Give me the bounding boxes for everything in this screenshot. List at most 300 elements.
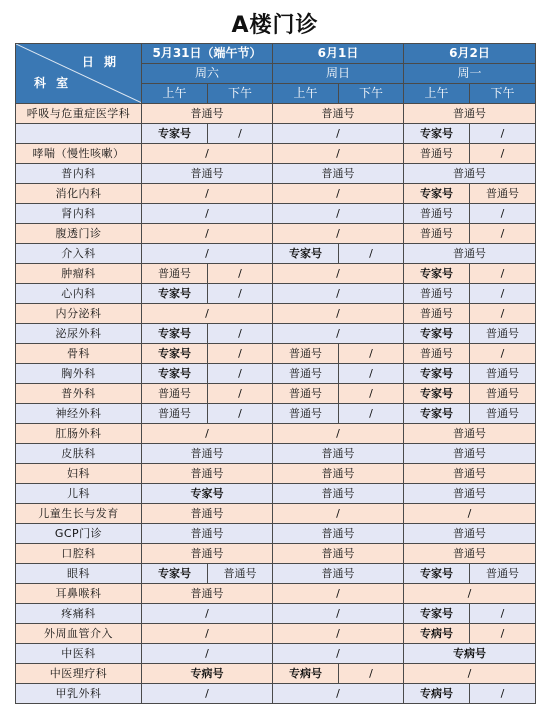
schedule-cell-text: 普通号 — [158, 387, 191, 400]
schedule-cell — [273, 684, 404, 704]
schedule-cell-text: / — [500, 147, 505, 160]
schedule-cell — [273, 304, 404, 324]
schedule-cell-text: / — [205, 227, 209, 240]
pm-header: 下午 — [208, 84, 273, 104]
schedule-cell — [404, 424, 536, 444]
schedule-cell-text: / — [205, 627, 209, 640]
schedule-cell-text: 专家号 — [158, 127, 191, 140]
schedule-cell — [208, 264, 273, 284]
schedule-cell — [273, 164, 404, 184]
schedule-cell — [142, 624, 273, 644]
schedule-cell — [470, 604, 536, 624]
schedule-cell-text: 专家号 — [420, 607, 454, 620]
schedule-cell — [470, 404, 536, 424]
schedule-cell — [470, 624, 536, 644]
schedule-cell-text: 普通号 — [453, 527, 487, 540]
schedule-cell — [273, 584, 404, 604]
schedule-cell-text: / — [467, 507, 472, 520]
schedule-cell-text: 专病号 — [190, 667, 224, 680]
schedule-cell — [404, 464, 536, 484]
schedule-cell-text: / — [336, 607, 340, 620]
schedule-cell-text: 普通号 — [190, 107, 224, 120]
schedule-cell — [273, 124, 404, 144]
schedule-cell-text: / — [336, 127, 340, 140]
schedule-cell — [404, 544, 536, 564]
schedule-body — [16, 104, 536, 704]
schedule-cell-text: / — [238, 287, 242, 300]
schedule-cell — [142, 204, 273, 224]
schedule-cell-text: / — [205, 187, 209, 200]
schedule-cell-text: 专家号 — [158, 367, 191, 380]
schedule-cell-text: / — [500, 627, 505, 640]
schedule-cell — [142, 444, 273, 464]
schedule-cell — [273, 264, 404, 284]
department-name: GCP门诊 — [16, 524, 142, 544]
schedule-cell — [208, 124, 273, 144]
schedule-cell — [142, 504, 273, 524]
schedule-cell — [273, 104, 404, 124]
schedule-cell — [273, 184, 404, 204]
schedule-cell — [142, 344, 208, 364]
schedule-cell — [142, 264, 208, 284]
schedule-cell — [142, 584, 273, 604]
table-row — [16, 104, 536, 124]
schedule-cell-text: 普通号 — [190, 527, 224, 540]
schedule-cell — [273, 244, 339, 264]
schedule-cell-text: 普通号 — [420, 287, 454, 300]
schedule-cell — [273, 484, 404, 504]
schedule-cell — [142, 144, 273, 164]
schedule-cell-text: 普通号 — [321, 567, 355, 580]
schedule-cell — [404, 264, 470, 284]
schedule-cell-text: 专病号 — [453, 647, 487, 660]
schedule-cell — [470, 344, 536, 364]
schedule-cell — [404, 684, 470, 704]
schedule-cell — [404, 304, 470, 324]
schedule-cell — [142, 604, 273, 624]
schedule-cell-text: 普通号 — [190, 467, 224, 480]
schedule-cell — [404, 164, 536, 184]
department-name: 内分泌科 — [16, 304, 142, 324]
table-row — [16, 164, 536, 184]
schedule-cell-text: / — [238, 127, 242, 140]
schedule-cell-text: 普通号 — [453, 487, 487, 500]
department-name: 妇科 — [16, 464, 142, 484]
schedule-cell — [470, 264, 536, 284]
schedule-cell — [273, 384, 339, 404]
schedule-cell — [404, 624, 470, 644]
schedule-cell — [404, 404, 470, 424]
schedule-cell-text: 专家号 — [158, 287, 191, 300]
department-name: 普内科 — [16, 164, 142, 184]
department-name: 耳鼻喉科 — [16, 584, 142, 604]
schedule-cell-text: 普通号 — [420, 347, 454, 360]
schedule-cell-text: / — [336, 627, 340, 640]
schedule-cell-text: 普通号 — [321, 167, 355, 180]
schedule-cell — [404, 444, 536, 464]
schedule-cell-text: 普通号 — [289, 347, 322, 360]
schedule-cell-text: 专家号 — [420, 387, 454, 400]
schedule-cell-text: 专病号 — [420, 687, 454, 700]
table-row — [16, 584, 536, 604]
schedule-cell-text: 专家号 — [420, 187, 454, 200]
schedule-cell — [273, 224, 404, 244]
table-row — [16, 664, 536, 684]
am-header: 上午 — [142, 84, 208, 104]
table-row — [16, 384, 536, 404]
schedule-cell — [470, 304, 536, 324]
schedule-cell — [339, 384, 404, 404]
schedule-cell — [142, 644, 273, 664]
schedule-cell-text: 专家号 — [190, 487, 224, 500]
schedule-cell-text: 专家号 — [420, 407, 454, 420]
schedule-cell-text: 专家号 — [158, 567, 191, 580]
schedule-cell-text: 普通号 — [190, 447, 224, 460]
schedule-cell — [273, 544, 404, 564]
schedule-cell — [273, 144, 404, 164]
date-axis-label: 日 期 — [81, 55, 119, 69]
schedule-cell — [404, 204, 470, 224]
schedule-cell — [142, 224, 273, 244]
schedule-cell — [273, 464, 404, 484]
schedule-cell — [404, 664, 536, 684]
department-name: 外周血管介入 — [16, 624, 142, 644]
table-row — [16, 644, 536, 664]
schedule-cell-text: / — [336, 687, 340, 700]
schedule-cell — [142, 424, 273, 444]
schedule-cell — [273, 664, 339, 684]
schedule-cell-text: / — [336, 227, 340, 240]
schedule-cell — [404, 564, 470, 584]
schedule-cell — [142, 484, 273, 504]
schedule-cell — [470, 364, 536, 384]
schedule-cell — [208, 384, 273, 404]
department-name: 骨科 — [16, 344, 142, 364]
weekday-header: 周一 — [404, 64, 536, 84]
schedule-cell-text: 普通号 — [190, 587, 224, 600]
department-name: 呼吸与危重症医学科 — [16, 104, 142, 124]
schedule-cell — [273, 284, 404, 304]
schedule-cell-text: / — [500, 127, 505, 140]
schedule-cell — [404, 524, 536, 544]
schedule-cell — [142, 524, 273, 544]
schedule-cell — [404, 504, 536, 524]
schedule-cell-text: 专病号 — [420, 627, 454, 640]
schedule-cell — [339, 364, 404, 384]
pm-header: 下午 — [470, 84, 536, 104]
schedule-cell — [208, 324, 273, 344]
schedule-cell-text: / — [336, 647, 340, 660]
weekday-header: 周六 — [142, 64, 273, 84]
schedule-cell-text: / — [369, 347, 373, 360]
schedule-cell-text: 普通号 — [453, 107, 487, 120]
schedule-cell-text: 普通号 — [321, 467, 355, 480]
schedule-cell — [142, 304, 273, 324]
schedule-cell — [470, 224, 536, 244]
schedule-cell-text: 专家号 — [420, 567, 454, 580]
schedule-cell — [470, 564, 536, 584]
table-row — [16, 444, 536, 464]
schedule-cell — [404, 244, 536, 264]
schedule-cell — [273, 404, 339, 424]
schedule-cell-text: 普通号 — [420, 227, 454, 240]
schedule-cell-text: / — [500, 607, 505, 620]
schedule-cell — [142, 324, 208, 344]
schedule-cell-text: / — [205, 607, 209, 620]
schedule-cell-text: / — [336, 587, 340, 600]
schedule-cell-text: / — [369, 667, 373, 680]
schedule-cell-text: 专家号 — [158, 347, 191, 360]
schedule-cell — [404, 224, 470, 244]
schedule-cell-text: / — [500, 207, 505, 220]
schedule-cell-text: 专家号 — [420, 367, 454, 380]
department-name: 肾内科 — [16, 204, 142, 224]
department-name: 肛肠外科 — [16, 424, 142, 444]
schedule-cell-text: 普通号 — [486, 187, 520, 200]
schedule-cell-text: / — [238, 387, 242, 400]
schedule-cell-text: / — [205, 687, 209, 700]
schedule-cell-text: / — [336, 287, 340, 300]
schedule-cell-text: 专病号 — [289, 667, 322, 680]
schedule-cell — [404, 144, 470, 164]
schedule-cell — [273, 604, 404, 624]
table-row — [16, 304, 536, 324]
schedule-cell-text: / — [205, 647, 209, 660]
schedule-cell-text: 普通号 — [486, 387, 520, 400]
pm-header: 下午 — [339, 84, 404, 104]
schedule-cell — [142, 564, 208, 584]
department-name: 胸外科 — [16, 364, 142, 384]
schedule-cell — [273, 504, 404, 524]
table-row — [16, 684, 536, 704]
schedule-cell-text: 普通号 — [158, 407, 191, 420]
schedule-cell-text: / — [205, 307, 209, 320]
department-name: 儿童生长与发育 — [16, 504, 142, 524]
table-row — [16, 624, 536, 644]
schedule-cell — [339, 664, 404, 684]
table-row — [16, 424, 536, 444]
schedule-cell — [142, 124, 208, 144]
schedule-cell-text: / — [500, 287, 505, 300]
schedule-cell-text: 普通号 — [158, 267, 191, 280]
schedule-cell-text: 普通号 — [321, 447, 355, 460]
schedule-cell — [404, 344, 470, 364]
schedule-cell — [339, 404, 404, 424]
schedule-cell-text: 专家号 — [420, 127, 454, 140]
schedule-cell — [142, 104, 273, 124]
schedule-cell-text: / — [369, 247, 373, 260]
schedule-cell-text: 普通号 — [321, 527, 355, 540]
schedule-cell — [142, 244, 273, 264]
schedule-cell — [273, 204, 404, 224]
schedule-cell — [273, 444, 404, 464]
schedule-cell — [142, 464, 273, 484]
schedule-cell-text: / — [467, 667, 472, 680]
schedule-header — [16, 44, 536, 104]
schedule-cell — [142, 364, 208, 384]
schedule-cell-text: 普通号 — [289, 407, 322, 420]
schedule-cell-text: 普通号 — [453, 467, 487, 480]
schedule-cell — [273, 324, 404, 344]
schedule-cell — [470, 284, 536, 304]
schedule-cell-text: / — [336, 187, 340, 200]
weekday-header: 周日 — [273, 64, 404, 84]
schedule-cell-text: / — [500, 307, 505, 320]
table-row — [16, 464, 536, 484]
schedule-cell-text: 普通号 — [486, 407, 520, 420]
schedule-cell-text: 专家号 — [158, 327, 191, 340]
schedule-cell-text: / — [500, 347, 505, 360]
schedule-cell-text: / — [238, 327, 242, 340]
schedule-cell — [142, 164, 273, 184]
table-row — [16, 124, 536, 144]
department-name: 中医科 — [16, 644, 142, 664]
schedule-cell — [404, 324, 470, 344]
schedule-cell — [339, 344, 404, 364]
corner-header — [16, 44, 142, 104]
schedule-cell — [142, 404, 208, 424]
schedule-cell — [208, 364, 273, 384]
date-header: 6月2日 — [404, 44, 536, 64]
department-name: 普外科 — [16, 384, 142, 404]
schedule-table — [15, 43, 536, 704]
schedule-cell-text: / — [369, 367, 373, 380]
schedule-cell — [273, 424, 404, 444]
schedule-cell — [404, 364, 470, 384]
date-header: 5月31日（端午节） — [142, 44, 273, 64]
department-name: 眼科 — [16, 564, 142, 584]
schedule-cell-text: 普通号 — [223, 567, 257, 580]
schedule-cell — [404, 124, 470, 144]
schedule-cell — [470, 144, 536, 164]
schedule-cell — [273, 624, 404, 644]
schedule-cell-text: 普通号 — [420, 147, 454, 160]
schedule-cell — [208, 284, 273, 304]
table-row — [16, 604, 536, 624]
schedule-cell-text: / — [238, 407, 242, 420]
schedule-cell-text: / — [467, 587, 472, 600]
schedule-cell — [142, 184, 273, 204]
schedule-cell — [470, 124, 536, 144]
department-name: 神经外科 — [16, 404, 142, 424]
schedule-cell-text: 专家号 — [420, 327, 454, 340]
schedule-cell — [208, 344, 273, 364]
schedule-cell-text: 普通号 — [486, 367, 520, 380]
schedule-cell-text: 普通号 — [321, 487, 355, 500]
table-row — [16, 504, 536, 524]
schedule-cell — [273, 644, 404, 664]
schedule-cell — [404, 184, 470, 204]
table-row — [16, 364, 536, 384]
schedule-cell-text: 普通号 — [486, 567, 520, 580]
schedule-cell — [470, 384, 536, 404]
schedule-cell — [142, 664, 273, 684]
schedule-cell — [142, 684, 273, 704]
schedule-cell — [273, 364, 339, 384]
schedule-cell-text: 普通号 — [420, 307, 454, 320]
schedule-cell-text: 普通号 — [453, 547, 487, 560]
schedule-cell-text: 普通号 — [289, 387, 322, 400]
schedule-cell-text: / — [336, 147, 340, 160]
schedule-cell-text: 普通号 — [190, 167, 224, 180]
schedule-cell-text: / — [336, 307, 340, 320]
schedule-cell — [470, 684, 536, 704]
department-name: 消化内科 — [16, 184, 142, 204]
table-row — [16, 324, 536, 344]
schedule-cell — [142, 384, 208, 404]
table-row — [16, 264, 536, 284]
table-row — [16, 184, 536, 204]
schedule-cell-text: / — [238, 367, 242, 380]
table-row — [16, 224, 536, 244]
table-row — [16, 284, 536, 304]
schedule-cell — [208, 564, 273, 584]
schedule-cell-text: 普通号 — [453, 447, 487, 460]
schedule-cell-text: / — [205, 427, 209, 440]
table-row — [16, 244, 536, 264]
schedule-cell-text: / — [336, 327, 340, 340]
department-name: 儿科 — [16, 484, 142, 504]
schedule-cell — [339, 244, 404, 264]
schedule-cell-text: 普通号 — [453, 427, 487, 440]
department-name: 肿瘤科 — [16, 264, 142, 284]
schedule-cell-text: 专家号 — [289, 247, 322, 260]
schedule-cell-text: / — [205, 247, 209, 260]
table-row — [16, 144, 536, 164]
department-name: 腹透门诊 — [16, 224, 142, 244]
table-row — [16, 344, 536, 364]
schedule-cell-text: 普通号 — [289, 367, 322, 380]
schedule-cell-text: 专家号 — [420, 267, 454, 280]
schedule-cell-text: / — [238, 347, 242, 360]
schedule-cell-text: / — [500, 687, 505, 700]
department-name: 泌尿外科 — [16, 324, 142, 344]
schedule-cell-text: / — [336, 267, 340, 280]
schedule-cell-text: / — [205, 147, 209, 160]
schedule-cell-text: 普通号 — [453, 167, 487, 180]
department-name — [16, 124, 142, 144]
department-name: 口腔科 — [16, 544, 142, 564]
department-name: 心内科 — [16, 284, 142, 304]
table-row — [16, 404, 536, 424]
schedule-cell-text: / — [369, 387, 373, 400]
schedule-cell-text: / — [500, 267, 505, 280]
schedule-cell — [470, 204, 536, 224]
schedule-cell — [404, 584, 536, 604]
schedule-cell — [273, 564, 404, 584]
table-row — [16, 204, 536, 224]
schedule-cell — [404, 604, 470, 624]
schedule-cell — [404, 384, 470, 404]
schedule-cell-text: 普通号 — [190, 507, 224, 520]
schedule-cell-text: / — [238, 267, 242, 280]
department-name: 介入科 — [16, 244, 142, 264]
schedule-cell-text: / — [205, 207, 209, 220]
schedule-cell-text: 普通号 — [420, 207, 454, 220]
schedule-cell-text: 普通号 — [486, 327, 520, 340]
schedule-cell-text: / — [336, 427, 340, 440]
table-row — [16, 484, 536, 504]
schedule-cell — [470, 324, 536, 344]
schedule-cell — [404, 284, 470, 304]
schedule-cell — [273, 524, 404, 544]
schedule-cell-text: 普通号 — [453, 247, 487, 260]
table-row — [16, 524, 536, 544]
schedule-cell — [142, 284, 208, 304]
page-title: A楼门诊 — [231, 13, 319, 38]
schedule-cell-text: 普通号 — [190, 547, 224, 560]
schedule-cell-text: / — [500, 227, 505, 240]
